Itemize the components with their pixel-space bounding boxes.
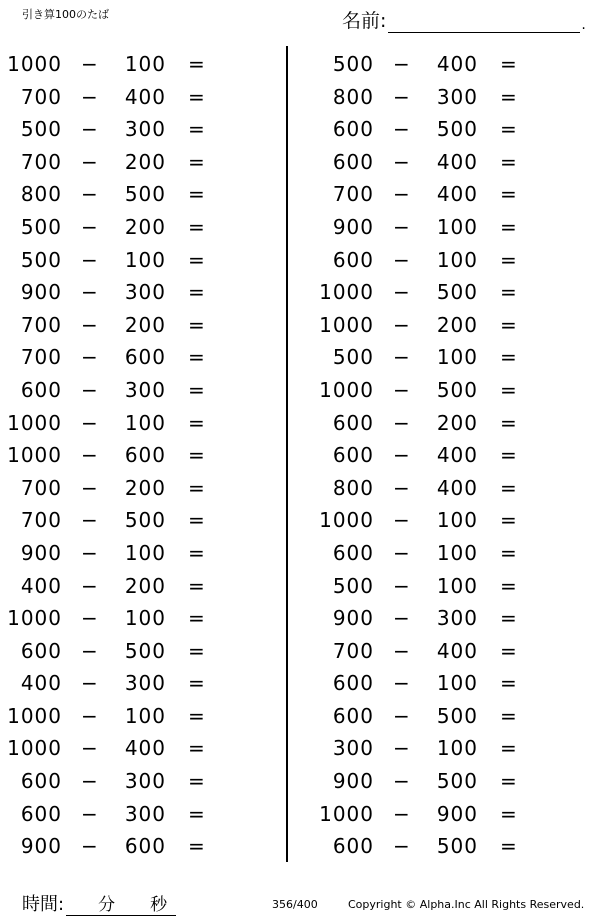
minus-sign: −: [393, 377, 411, 402]
equals-sign: =: [500, 214, 518, 239]
equals-sign: =: [188, 149, 206, 174]
minuend: 1000: [319, 377, 374, 402]
equals-sign: =: [500, 247, 518, 272]
problem-row: [0, 276, 280, 309]
subtrahend: 300: [436, 84, 478, 109]
minus-sign: −: [81, 377, 99, 402]
minuend: 600: [20, 377, 62, 402]
subtrahend: 400: [436, 638, 478, 663]
equals-sign: =: [500, 52, 518, 76]
minus-sign: −: [393, 671, 411, 696]
problem-row: [0, 439, 280, 472]
equals-sign: =: [188, 834, 206, 859]
equals-sign: =: [500, 736, 518, 761]
problem-row: [312, 700, 592, 733]
subtrahend: 500: [124, 638, 166, 663]
minuend: 1000: [7, 410, 62, 435]
problem-row: [0, 81, 280, 114]
problem-row: [312, 81, 592, 114]
minus-sign: −: [81, 475, 99, 500]
problem-row: [312, 113, 592, 146]
equals-sign: =: [500, 475, 518, 500]
problem-row: [312, 798, 592, 831]
minus-sign: −: [393, 573, 411, 598]
subtrahend: 200: [124, 312, 166, 337]
problem-row: [312, 309, 592, 342]
problem-row: [0, 341, 280, 374]
equals-sign: =: [188, 671, 206, 696]
minuend: 600: [332, 540, 374, 565]
name-blank-line: [388, 12, 580, 33]
subtrahend: 300: [124, 671, 166, 696]
minus-sign: −: [393, 540, 411, 565]
subtrahend: 300: [124, 117, 166, 142]
minuend: 900: [20, 280, 62, 305]
subtrahend: 400: [436, 443, 478, 468]
subtrahend: 600: [124, 443, 166, 468]
minus-sign: −: [393, 247, 411, 272]
equals-sign: =: [500, 801, 518, 826]
problem-row: [312, 667, 592, 700]
problem-row: [0, 178, 280, 211]
equals-sign: =: [500, 149, 518, 174]
minus-sign: −: [393, 312, 411, 337]
minuend: 700: [332, 182, 374, 207]
subtrahend: 100: [436, 214, 478, 239]
minuend: 600: [20, 769, 62, 794]
equals-sign: =: [188, 540, 206, 565]
problem-row: [312, 276, 592, 309]
equals-sign: =: [500, 834, 518, 859]
minus-sign: −: [393, 52, 411, 76]
minuend: 600: [20, 638, 62, 663]
subtrahend: 500: [124, 508, 166, 533]
minus-sign: −: [393, 84, 411, 109]
subtrahend: 100: [436, 508, 478, 533]
subtrahend: 400: [124, 84, 166, 109]
minuend: 400: [20, 573, 62, 598]
problem-row: [312, 178, 592, 211]
minus-sign: −: [393, 182, 411, 207]
minuend: 1000: [319, 312, 374, 337]
minuend: 600: [332, 149, 374, 174]
copyright-text: Copyright © Alpha.Inc All Rights Reserved.: [348, 898, 585, 911]
minuend: 800: [332, 475, 374, 500]
name-label: 名前:: [342, 10, 387, 32]
page-number: 356/400: [272, 898, 318, 911]
equals-sign: =: [188, 573, 206, 598]
name-end-dot: .: [581, 17, 586, 33]
minus-sign: −: [81, 149, 99, 174]
minus-sign: −: [81, 247, 99, 272]
worksheet-title: 引き算100のたば: [22, 8, 109, 21]
problem-row: [0, 830, 280, 863]
minuend: 500: [20, 247, 62, 272]
equals-sign: =: [188, 182, 206, 207]
problem-row: [0, 537, 280, 570]
subtrahend: 100: [436, 671, 478, 696]
minus-sign: −: [81, 573, 99, 598]
problem-row: [312, 602, 592, 635]
subtrahend: 300: [124, 801, 166, 826]
problem-row: [0, 765, 280, 798]
minus-sign: −: [81, 182, 99, 207]
minuend: 1000: [319, 801, 374, 826]
column-divider: [286, 46, 288, 862]
problem-row: [0, 570, 280, 603]
minuend: 700: [20, 475, 62, 500]
problem-row: [312, 211, 592, 244]
equals-sign: =: [188, 52, 206, 76]
problem-row: [312, 765, 592, 798]
equals-sign: =: [188, 117, 206, 142]
subtrahend: 500: [436, 280, 478, 305]
subtrahend: 500: [436, 117, 478, 142]
minuend: 600: [20, 801, 62, 826]
minuend: 1000: [7, 443, 62, 468]
subtrahend: 200: [124, 475, 166, 500]
equals-sign: =: [188, 345, 206, 370]
problem-row: [0, 798, 280, 831]
minus-sign: −: [81, 540, 99, 565]
minuend: 500: [20, 117, 62, 142]
subtrahend: 600: [124, 834, 166, 859]
equals-sign: =: [500, 312, 518, 337]
problem-row: [312, 830, 592, 863]
minus-sign: −: [393, 117, 411, 142]
subtrahend: 100: [124, 540, 166, 565]
equals-sign: =: [188, 606, 206, 631]
subtrahend: 500: [436, 769, 478, 794]
problem-row: [0, 146, 280, 179]
problem-row: [0, 504, 280, 537]
equals-sign: =: [188, 410, 206, 435]
subtrahend: 300: [124, 769, 166, 794]
equals-sign: =: [188, 377, 206, 402]
equals-sign: =: [500, 443, 518, 468]
minus-sign: −: [393, 443, 411, 468]
minuend: 900: [20, 834, 62, 859]
problem-row: [0, 309, 280, 342]
problem-row: [312, 570, 592, 603]
minuend: 600: [332, 117, 374, 142]
equals-sign: =: [500, 573, 518, 598]
subtrahend: 100: [436, 345, 478, 370]
equals-sign: =: [188, 801, 206, 826]
equals-sign: =: [500, 280, 518, 305]
minuend: 500: [332, 52, 374, 76]
problem-row: [312, 732, 592, 765]
problem-row: [312, 341, 592, 374]
problem-row: [312, 504, 592, 537]
problem-row: [0, 48, 280, 81]
equals-sign: =: [500, 508, 518, 533]
minuend: 900: [332, 769, 374, 794]
minus-sign: −: [393, 149, 411, 174]
minuend: 600: [332, 671, 374, 696]
minuend: 600: [332, 410, 374, 435]
equals-sign: =: [188, 475, 206, 500]
minus-sign: −: [81, 638, 99, 663]
minus-sign: −: [81, 671, 99, 696]
equals-sign: =: [188, 443, 206, 468]
minuend: 600: [332, 247, 374, 272]
equals-sign: =: [188, 247, 206, 272]
minus-sign: −: [81, 410, 99, 435]
minuend: 500: [332, 345, 374, 370]
minus-sign: −: [81, 834, 99, 859]
problem-row: [312, 374, 592, 407]
equals-sign: =: [500, 377, 518, 402]
problem-row: [312, 439, 592, 472]
problem-row: [0, 732, 280, 765]
minus-sign: −: [393, 345, 411, 370]
problem-row: [312, 146, 592, 179]
problem-row: [312, 244, 592, 277]
subtrahend: 100: [124, 410, 166, 435]
subtrahend: 100: [124, 52, 166, 76]
minus-sign: −: [81, 84, 99, 109]
minuend: 1000: [7, 736, 62, 761]
minuend: 1000: [319, 508, 374, 533]
subtrahend: 600: [124, 345, 166, 370]
problem-column-right: [312, 48, 592, 863]
problem-row: [312, 537, 592, 570]
equals-sign: =: [500, 671, 518, 696]
equals-sign: =: [188, 703, 206, 728]
subtrahend: 200: [124, 573, 166, 598]
minus-sign: −: [393, 834, 411, 859]
minus-sign: −: [81, 769, 99, 794]
subtrahend: 400: [124, 736, 166, 761]
minuend: 900: [20, 540, 62, 565]
equals-sign: =: [500, 182, 518, 207]
equals-sign: =: [500, 410, 518, 435]
subtrahend: 400: [436, 149, 478, 174]
subtrahend: 500: [124, 182, 166, 207]
minuend: 1000: [319, 280, 374, 305]
minuend: 700: [20, 345, 62, 370]
minuend: 600: [332, 703, 374, 728]
minuend: 700: [332, 638, 374, 663]
equals-sign: =: [500, 703, 518, 728]
problem-row: [0, 667, 280, 700]
subtrahend: 200: [436, 410, 478, 435]
minus-sign: −: [393, 410, 411, 435]
minus-sign: −: [81, 736, 99, 761]
problem-row: [0, 211, 280, 244]
minus-sign: −: [81, 117, 99, 142]
problem-row: [0, 244, 280, 277]
minuend: 700: [20, 312, 62, 337]
problem-row: [312, 635, 592, 668]
time-field: [22, 890, 176, 916]
minus-sign: −: [393, 801, 411, 826]
subtrahend: 100: [436, 573, 478, 598]
subtrahend: 100: [124, 703, 166, 728]
problem-row: [312, 407, 592, 440]
equals-sign: =: [500, 540, 518, 565]
minuend: 1000: [7, 52, 62, 76]
subtrahend: 900: [436, 801, 478, 826]
minus-sign: −: [393, 475, 411, 500]
equals-sign: =: [500, 769, 518, 794]
subtrahend: 300: [436, 606, 478, 631]
minuend: 300: [332, 736, 374, 761]
minus-sign: −: [393, 280, 411, 305]
subtrahend: 100: [436, 540, 478, 565]
subtrahend: 500: [436, 703, 478, 728]
minus-sign: −: [393, 703, 411, 728]
subtrahend: 100: [124, 606, 166, 631]
minus-sign: −: [393, 638, 411, 663]
subtrahend: 400: [436, 475, 478, 500]
minuend: 800: [20, 182, 62, 207]
subtrahend: 500: [436, 834, 478, 859]
problem-row: [312, 48, 592, 81]
minus-sign: −: [393, 606, 411, 631]
equals-sign: =: [500, 117, 518, 142]
name-field: [342, 6, 586, 33]
problem-row: [312, 472, 592, 505]
equals-sign: =: [188, 508, 206, 533]
problem-column-left: [0, 48, 280, 863]
equals-sign: =: [500, 84, 518, 109]
equals-sign: =: [188, 638, 206, 663]
subtrahend: 400: [436, 52, 478, 76]
equals-sign: =: [500, 345, 518, 370]
equals-sign: =: [188, 769, 206, 794]
problem-row: [0, 700, 280, 733]
minus-sign: −: [81, 606, 99, 631]
subtrahend: 200: [124, 214, 166, 239]
subtrahend: 100: [124, 247, 166, 272]
minuend: 900: [332, 214, 374, 239]
time-label: 時間:: [22, 894, 65, 915]
problem-row: [0, 602, 280, 635]
minuend: 500: [332, 573, 374, 598]
minus-sign: −: [81, 443, 99, 468]
minuend: 1000: [7, 606, 62, 631]
minuend: 800: [332, 84, 374, 109]
equals-sign: =: [500, 638, 518, 663]
subtrahend: 200: [436, 312, 478, 337]
subtrahend: 500: [436, 377, 478, 402]
subtrahend: 300: [124, 377, 166, 402]
problem-row: [0, 407, 280, 440]
minus-sign: −: [81, 214, 99, 239]
minuend: 700: [20, 149, 62, 174]
subtrahend: 100: [436, 736, 478, 761]
minuend: 600: [332, 443, 374, 468]
minus-sign: −: [393, 508, 411, 533]
minus-sign: −: [393, 736, 411, 761]
minus-sign: −: [81, 280, 99, 305]
minus-sign: −: [393, 214, 411, 239]
subtrahend: 100: [436, 247, 478, 272]
seconds-unit: 秒: [150, 895, 168, 915]
equals-sign: =: [188, 84, 206, 109]
subtrahend: 200: [124, 149, 166, 174]
minuend: 1000: [7, 703, 62, 728]
time-blank-line: [66, 893, 176, 916]
minuend: 400: [20, 671, 62, 696]
equals-sign: =: [188, 312, 206, 337]
minus-sign: −: [81, 508, 99, 533]
minus-sign: −: [81, 312, 99, 337]
minutes-unit: 分: [98, 895, 116, 915]
minus-sign: −: [393, 769, 411, 794]
problem-row: [0, 472, 280, 505]
subtrahend: 300: [124, 280, 166, 305]
subtrahend: 400: [436, 182, 478, 207]
problem-row: [0, 374, 280, 407]
equals-sign: =: [188, 214, 206, 239]
minuend: 500: [20, 214, 62, 239]
minus-sign: −: [81, 801, 99, 826]
equals-sign: =: [500, 606, 518, 631]
minus-sign: −: [81, 345, 99, 370]
equals-sign: =: [188, 280, 206, 305]
equals-sign: =: [188, 736, 206, 761]
minus-sign: −: [81, 52, 99, 76]
problem-row: [0, 113, 280, 146]
minus-sign: −: [81, 703, 99, 728]
minuend: 900: [332, 606, 374, 631]
minuend: 700: [20, 84, 62, 109]
minuend: 600: [332, 834, 374, 859]
minuend: 700: [20, 508, 62, 533]
problem-row: [0, 635, 280, 668]
